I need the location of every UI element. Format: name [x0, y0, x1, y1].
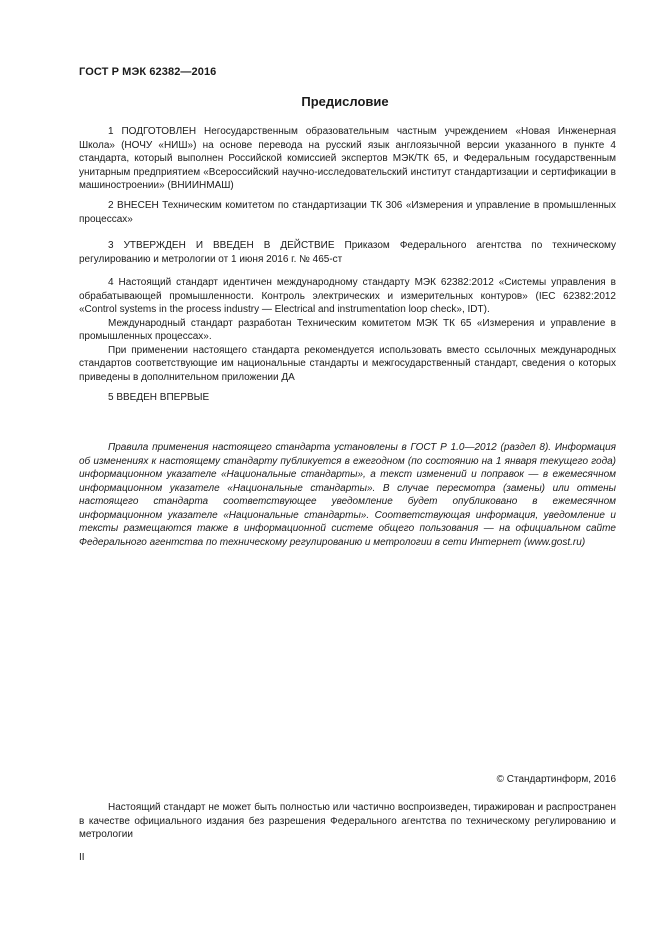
section-paragraph: 3 УТВЕРЖДЕН И ВВЕДЕН В ДЕЙСТВИЕ Приказом Федерального агентства по техническому регулированию и метрологии от 1 июня 2016 г. № 465-ст — [79, 240, 616, 265]
section-paragraph: 4 Настоящий стандарт идентичен международному стандарту МЭК 62382:2012 «Системы управления в обрабатывающей промышленности. Контроль электрических и измерительных контуров» (IEC 62382:2012 «Control systems in the process industry — Electrical and instrumentation loop check», IDT). — [79, 277, 616, 315]
section-3 — [79, 239, 616, 266]
section-5 — [79, 391, 616, 405]
section-2 — [79, 199, 616, 226]
section-paragraph: 1 ПОДГОТОВЛЕН Негосударственным образовательным частным учреждением «Новая Инженерная Школа» (НОЧУ «НИШ») на основе перевода на русский язык англоязычной версии указанного в пункте 4 стандарта, который выполнен Российской комиссией экспертов МЭК/ТК 65, и Федеральным государственным унитарным предприятием «Всероссийский научно-исследовательский институт стандартизации и сертификации в машиностроении» (ВНИИНМАШ) — [79, 126, 616, 191]
standard-code: ГОСТ Р МЭК 62382—2016 — [79, 66, 217, 78]
section-paragraph: При применении настоящего стандарта рекомендуется использовать вместо ссылочных международных стандартов соответствующие им национальные стандарты и межгосударственный стандарт, сведения о которых приведены в дополнительном приложении ДА — [79, 344, 616, 383]
section-1 — [79, 125, 616, 193]
page-title: Предисловие — [301, 94, 389, 109]
rules-notice-text: Правила применения настоящего стандарта установлены в ГОСТ Р 1.0—2012 (раздел 8). Информация об изменениях к настоящему стандарту публикуется в ежегодном (по состоянию на 1 января текущего года) информационном указателе «Национальные стандарты», а текст изменений и поправок — в ежемесячном информационном указателе «Национальные стандарты». В случае пересмотра (замены) или отмены настоящего стандарта соответствующее уведомление будет опубликовано в ежемесячном информационном указателе «Национальные стандарты». Соответствующая информация, уведомление и тексты размещаются также в информационной системе общего пользования — на официальном сайте Федерального агентства по техническому регулированию и метрологии в сети Интернет (www.gost.ru) — [79, 442, 616, 548]
section-paragraph: Международный стандарт разработан Техническим комитетом МЭК ТК 65 «Измерения и управление в промышленных процессах». — [79, 317, 616, 342]
section-4 — [79, 276, 616, 384]
section-paragraph: 2 ВНЕСЕН Техническим комитетом по стандартизации ТК 306 «Измерения и управление в промышленных процессах» — [79, 200, 616, 225]
reproduction-notice: Настоящий стандарт не может быть полностью или частично воспроизведен, тиражирован и распространен в качестве официального издания без разрешения Федерального агентства по техническому регулированию и метрологии — [79, 802, 616, 840]
copyright-line: © Стандартинформ, 2016 — [496, 774, 616, 785]
page-number: II — [79, 852, 85, 863]
rules-notice — [79, 441, 616, 549]
section-paragraph: 5 ВВЕДЕН ВПЕРВЫЕ — [108, 392, 210, 403]
